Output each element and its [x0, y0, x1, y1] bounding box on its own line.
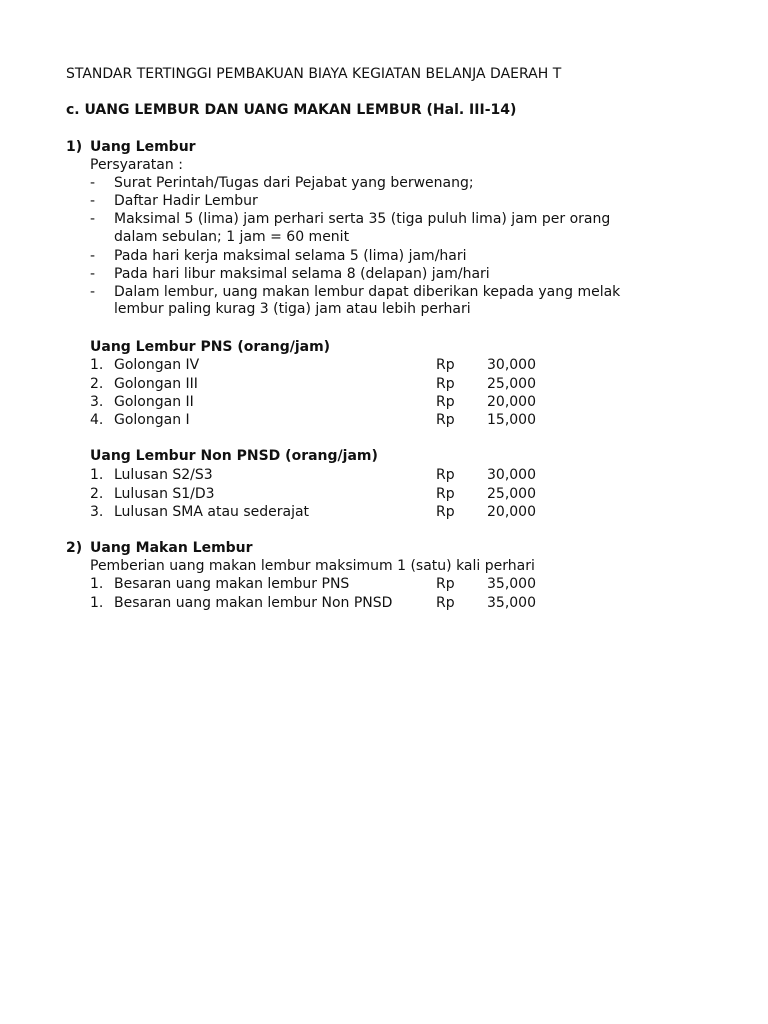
requirement-dash: - — [90, 284, 96, 300]
row-number: 2. — [90, 486, 104, 502]
row-amount: 25,000 — [487, 486, 536, 502]
requirement-item: Surat Perintah/Tugas dari Pejabat yang berwenang; — [114, 175, 474, 191]
uang-makan-number: 2) — [66, 540, 83, 556]
requirement-item-continued: lembur paling kurag 3 (tiga) jam atau lebih perhari — [114, 301, 471, 317]
row-number: 1. — [90, 595, 104, 611]
section-heading: c. UANG LEMBUR DAN UANG MAKAN LEMBUR (Hal. III-14) — [66, 102, 517, 118]
requirement-dash: - — [90, 193, 96, 209]
row-currency: Rp — [436, 595, 455, 611]
uang-makan-note: Pemberian uang makan lembur maksimum 1 (satu) kali perhari — [90, 558, 535, 574]
row-label: Lulusan S1/D3 — [114, 486, 215, 502]
row-amount: 35,000 — [487, 595, 536, 611]
pns-table-title: Uang Lembur PNS (orang/jam) — [90, 339, 331, 355]
row-label: Besaran uang makan lembur PNS — [114, 576, 350, 592]
row-label: Besaran uang makan lembur Non PNSD — [114, 595, 393, 611]
row-number: 1. — [90, 357, 104, 373]
requirement-dash: - — [90, 266, 96, 282]
row-currency: Rp — [436, 394, 455, 410]
uang-lembur-title: Uang Lembur — [90, 139, 196, 155]
requirement-item: Pada hari libur maksimal selama 8 (delapan) jam/hari — [114, 266, 490, 282]
document-title: STANDAR TERTINGGI PEMBAKUAN BIAYA KEGIATAN BELANJA DAERAH T — [66, 66, 562, 82]
non-pnsd-table-title: Uang Lembur Non PNSD (orang/jam) — [90, 448, 378, 464]
row-amount: 15,000 — [487, 412, 536, 428]
row-number: 4. — [90, 412, 104, 428]
requirement-item: Daftar Hadir Lembur — [114, 193, 258, 209]
requirement-dash: - — [90, 211, 96, 227]
requirement-dash: - — [90, 175, 96, 191]
row-amount: 20,000 — [487, 394, 536, 410]
row-label: Golongan IV — [114, 357, 200, 373]
row-number: 2. — [90, 376, 104, 392]
row-amount: 20,000 — [487, 504, 536, 520]
requirement-item: Dalam lembur, uang makan lembur dapat diberikan kepada yang melak — [114, 284, 621, 300]
row-currency: Rp — [436, 486, 455, 502]
row-number: 3. — [90, 504, 104, 520]
row-currency: Rp — [436, 504, 455, 520]
row-amount: 25,000 — [487, 376, 536, 392]
requirement-item: Pada hari kerja maksimal selama 5 (lima) jam/hari — [114, 248, 467, 264]
row-currency: Rp — [436, 467, 455, 483]
requirements-label: Persyaratan : — [90, 157, 183, 173]
row-currency: Rp — [436, 357, 455, 373]
row-number: 1. — [90, 576, 104, 592]
row-currency: Rp — [436, 576, 455, 592]
row-amount: 30,000 — [487, 467, 536, 483]
uang-makan-title: Uang Makan Lembur — [90, 540, 253, 556]
row-label: Lulusan SMA atau sederajat — [114, 504, 310, 520]
row-number: 3. — [90, 394, 104, 410]
row-label: Golongan III — [114, 376, 198, 392]
requirement-item: Maksimal 5 (lima) jam perhari serta 35 (tiga puluh lima) jam per orang — [114, 211, 611, 227]
row-number: 1. — [90, 467, 104, 483]
requirement-dash: - — [90, 248, 96, 264]
row-label: Golongan I — [114, 412, 190, 428]
row-label: Golongan II — [114, 394, 194, 410]
requirement-item-continued: dalam sebulan; 1 jam = 60 menit — [114, 229, 350, 245]
row-currency: Rp — [436, 412, 455, 428]
row-label: Lulusan S2/S3 — [114, 467, 213, 483]
row-amount: 35,000 — [487, 576, 536, 592]
uang-lembur-number: 1) — [66, 139, 83, 155]
row-amount: 30,000 — [487, 357, 536, 373]
row-currency: Rp — [436, 376, 455, 392]
